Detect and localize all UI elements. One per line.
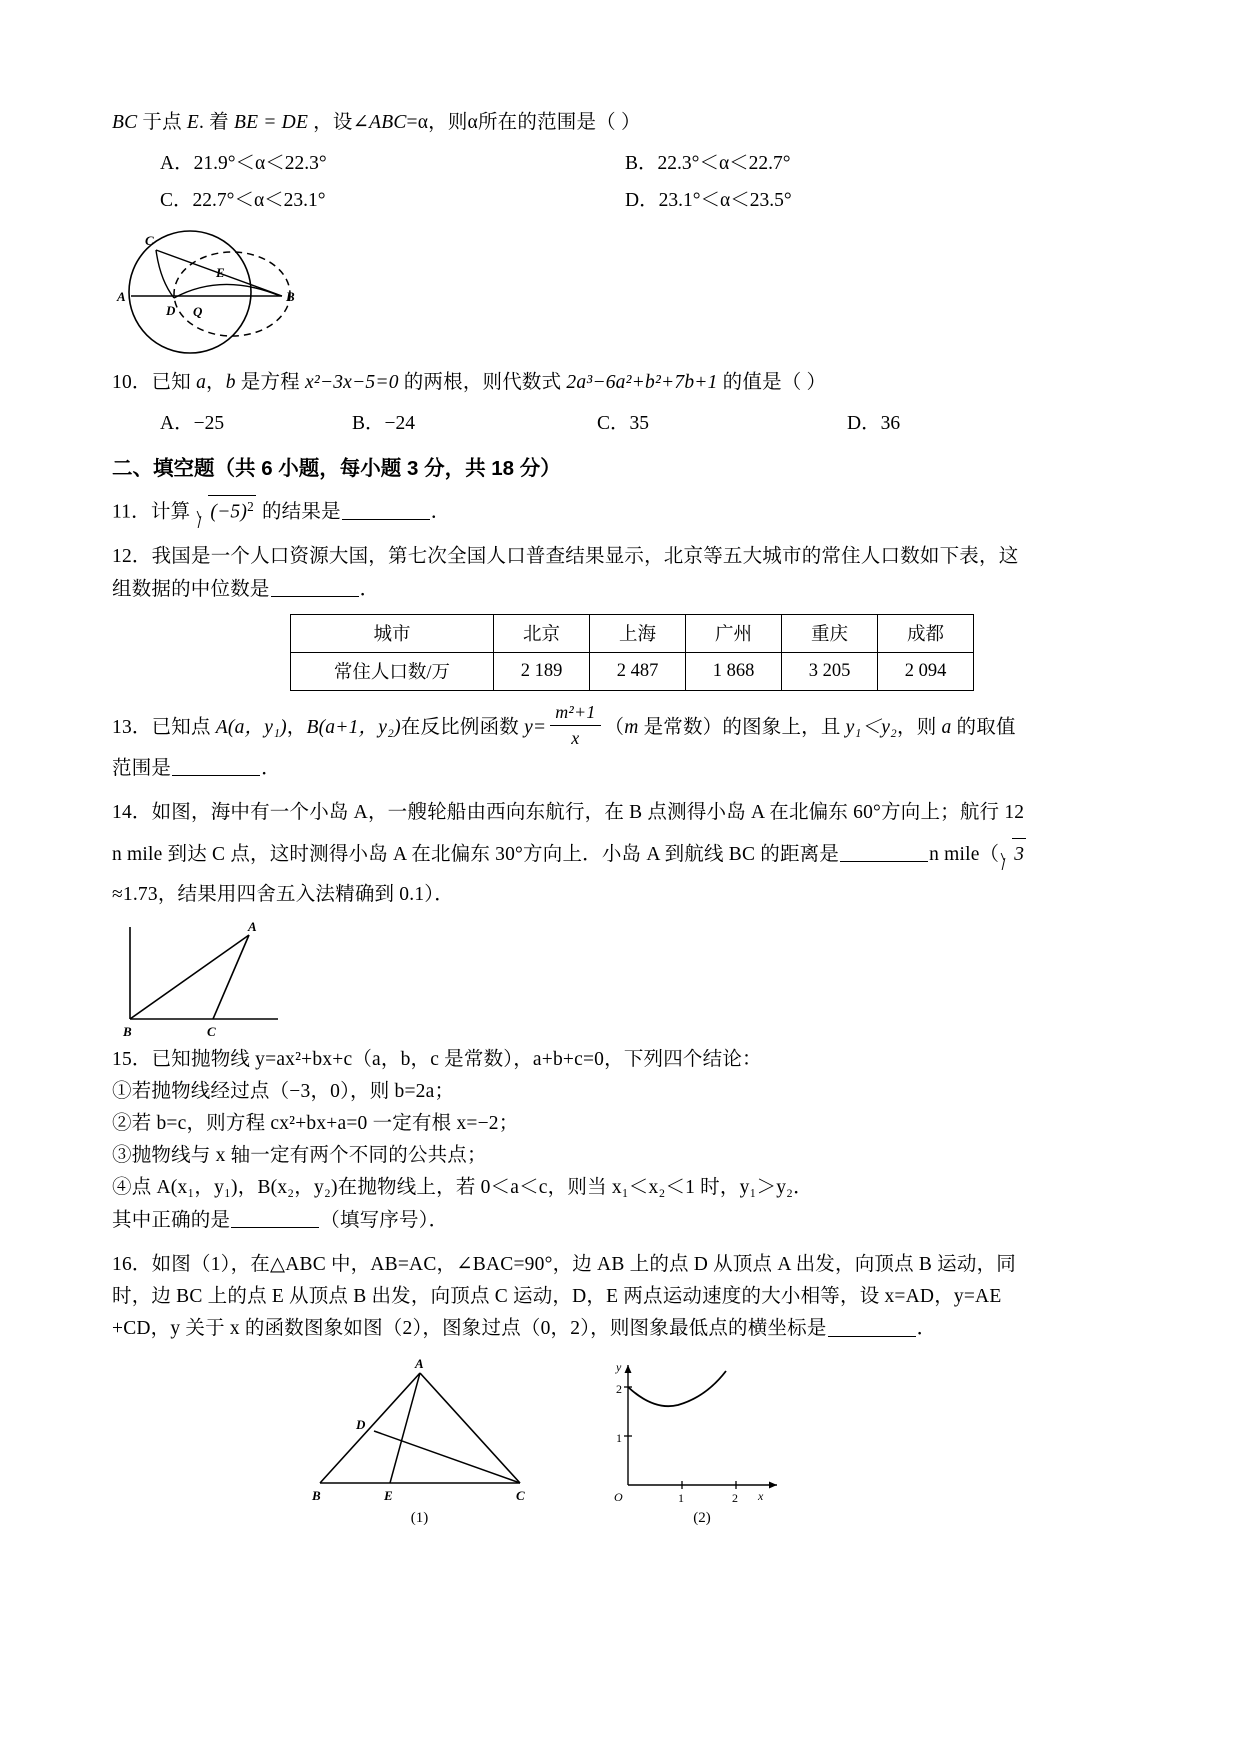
q9-option-d-key: D．	[625, 190, 659, 212]
table-header-city: 城市	[291, 614, 494, 652]
q9-seg-1: BC	[112, 112, 138, 133]
question-14-line-1	[112, 798, 1042, 828]
question-13-line-2	[112, 754, 1042, 784]
q14-line3: ≈1.73，结果用四舍五入法精确到 0.1）．	[112, 884, 454, 906]
q10-text-c: 是方程	[235, 372, 305, 394]
table-row-label: 常住人口数/万	[291, 652, 494, 690]
q16-origin-label: O	[614, 1489, 623, 1504]
q14-label-C: C	[207, 1023, 216, 1039]
q9-option-c-key: C．	[160, 190, 193, 212]
table-header-beijing: 北京	[494, 614, 590, 652]
page-content	[112, 108, 1042, 1527]
question-9-stem	[112, 108, 1042, 138]
question-10-stem	[112, 368, 1042, 398]
question-15-line-4: ③抛物线与 x 轴一定有两个不同的公共点；	[112, 1145, 487, 1167]
q15-line6-a: 其中正确的是	[112, 1209, 231, 1231]
q15-number: 15．	[112, 1048, 152, 1070]
q16-y-axis-label: y	[616, 1359, 622, 1374]
table-header-shanghai: 上海	[590, 614, 686, 652]
table-header-chongqing: 重庆	[782, 614, 878, 652]
table-row-header	[291, 614, 974, 652]
q13-frac-denominator: x	[571, 727, 580, 748]
q14-label-A: A	[248, 918, 257, 934]
question-16-line-3	[112, 1314, 1042, 1344]
table-cell-chengdu: 2 094	[878, 652, 974, 690]
q14-line2-b: n mile（	[929, 844, 1000, 866]
q9-option-c[interactable]	[112, 184, 577, 212]
question-13-line-1	[112, 702, 1042, 752]
q14-line1: 如图，海中有一个小岛 A，一艘轮船由西向东航行，在 B 点测得小岛 A 在北偏东 60°方向上；航行 12	[151, 801, 1025, 823]
q13-t5: 是常数）的图象上，且	[638, 716, 846, 738]
q9-seg-7: ABC	[369, 112, 407, 133]
q13-a-var: a	[941, 716, 952, 738]
question-15-line-2: ①若抛物线经过点（−3，0），则 b=2a；	[112, 1080, 455, 1102]
q9-option-b-text: 22.3°＜α＜22.7°	[657, 153, 791, 175]
question-16-figure-2	[602, 1355, 842, 1527]
q10-option-a-key: A．	[160, 413, 194, 435]
q10-text-a: 已知	[151, 372, 197, 394]
q9-label-A: A	[117, 289, 126, 305]
section-2-heading: 二、填空题（共 6 小题，每小题 3 分，共 18 分）	[112, 457, 561, 481]
q10-text-e: 的值是（ ）	[717, 372, 827, 394]
q10-option-a[interactable]	[112, 407, 352, 435]
q13-t4: （	[604, 716, 625, 738]
question-15-line-1	[112, 1045, 1042, 1075]
question-14-figure	[112, 917, 1042, 1045]
sqrt-icon-3	[1000, 838, 1026, 870]
q9-seg-6: ，设∠	[308, 112, 370, 133]
q13-t2: ，	[286, 716, 307, 738]
q10-expression: 2a³−6a²+b²+7b+1	[566, 372, 718, 394]
question-15-line-3: ②若 b=c，则方程 cx²+bx+a=0 一定有根 x=−2；	[112, 1112, 519, 1134]
question-12-line-1	[112, 542, 1042, 572]
q9-seg-8: =α，则α所在的范围是（ ）	[406, 112, 641, 133]
q11-text-a: 计算	[150, 502, 196, 524]
table-cell-guangzhou: 1 868	[686, 652, 782, 690]
table-row-data	[291, 652, 974, 690]
table-header-guangzhou: 广州	[686, 614, 782, 652]
q10-option-a-text: −25	[193, 413, 225, 435]
table-header-chengdu: 成都	[878, 614, 974, 652]
q10-option-d[interactable]	[847, 407, 1027, 435]
question-16-figures	[112, 1355, 1042, 1527]
q12-answer-blank[interactable]	[271, 577, 359, 597]
q13-frac-numerator: m²+1	[555, 702, 596, 723]
q13-point-b: B(a+1，y₂)	[306, 716, 401, 738]
q15-answer-blank[interactable]	[231, 1208, 319, 1228]
question-10-options	[112, 407, 1042, 435]
q9-option-a[interactable]	[112, 147, 577, 175]
q10-option-b-text: −24	[384, 413, 416, 435]
q16-x-tick-1: 1	[678, 1490, 684, 1505]
q16-label-D: D	[356, 1416, 366, 1432]
q11-radicand: (−5)	[210, 502, 248, 524]
q13-t6: ，则	[897, 716, 942, 738]
q9-label-Q: Q	[193, 304, 203, 320]
q9-option-a-key: A．	[160, 153, 194, 175]
q12-text-line1: 我国是一个人口资源大国，第七次全国人口普查结果显示，北京等五大城市的常住人口数如下表，这	[151, 546, 1019, 568]
q12-period: ．	[359, 578, 380, 600]
q16-number: 16．	[112, 1253, 152, 1275]
q10-option-b[interactable]	[352, 407, 597, 435]
question-15-line-5: ④点 A(x₁，y₁)，B(x₂，y₂)在抛物线上，若 0＜a＜c，则当 x₁＜x₂＜1 时，y₁＞y₂．	[112, 1177, 813, 1199]
q13-point-a: A(a，y₁)	[215, 716, 287, 738]
q10-option-b-key: B．	[352, 413, 385, 435]
q11-period: ．	[430, 502, 451, 524]
q16-answer-blank[interactable]	[828, 1317, 916, 1337]
q13-answer-blank[interactable]	[172, 756, 260, 776]
q13-inequality: y₁＜y₂	[845, 716, 898, 738]
q9-seg-4: . 着	[199, 112, 234, 133]
population-table	[290, 614, 974, 691]
triangle-diagram-svg	[112, 917, 392, 1045]
question-16-line-2: 时，边 BC 上的点 E 从顶点 B 出发，向顶点 C 运动，D，E 两点运动速度的大小相等，设 x=AD，y=AE	[112, 1286, 1002, 1308]
q16-x-axis-label: x	[758, 1488, 764, 1503]
q16-period: ．	[916, 1318, 937, 1340]
q9-seg-3: E	[186, 112, 200, 133]
q13-t1: 已知点	[151, 716, 216, 738]
q9-option-a-text: 21.9°＜α＜22.3°	[193, 153, 327, 175]
circle-diagram-svg	[112, 220, 342, 368]
q13-number: 13．	[112, 716, 152, 738]
q14-number: 14．	[112, 801, 152, 823]
q10-option-c[interactable]	[597, 407, 847, 435]
q10-option-c-key: C．	[597, 413, 630, 435]
q15-line6-b: （填写序号）．	[320, 1209, 449, 1231]
question-15-line-6	[112, 1206, 1042, 1236]
q9-seg-2: 于点	[137, 112, 187, 133]
q9-option-c-text: 22.7°＜α＜23.1°	[192, 190, 326, 212]
q9-option-d[interactable]	[577, 184, 1042, 212]
q16-label-E: E	[384, 1487, 393, 1503]
q12-number: 12．	[112, 546, 152, 568]
q15-line1: 已知抛物线 y=ax²+bx+c（a，b，c 是常数），a+b+c=0，下列四个结论：	[151, 1048, 762, 1070]
q10-text-d: 的两根，则代数式	[398, 372, 567, 394]
q14-label-B: B	[123, 1023, 132, 1039]
q9-label-E: E	[216, 265, 225, 281]
q13-t3: 在反比例函数	[400, 716, 525, 738]
q13-y-eq: y=	[524, 716, 547, 738]
q10-number: 10．	[112, 372, 152, 394]
q10-option-d-key: D．	[847, 413, 881, 435]
question-11-stem	[112, 495, 1042, 528]
question-9-figure	[112, 220, 1042, 368]
q11-radicand-exponent: 2	[247, 499, 254, 515]
q9-option-b-key: B．	[625, 153, 658, 175]
q16-x-tick-2: 2	[732, 1490, 738, 1505]
q16-label-C: C	[516, 1487, 525, 1503]
q9-seg-5: BE = DE	[233, 112, 309, 133]
q16-fig1-caption: (1)	[410, 1509, 429, 1526]
q13-fraction	[550, 702, 600, 749]
q9-label-B: B	[286, 289, 295, 305]
q10-var-b: b	[225, 372, 236, 394]
question-16-line-1	[112, 1250, 1042, 1280]
q11-text-b: 的结果是	[256, 502, 341, 524]
q16-label-A: A	[415, 1355, 424, 1371]
q9-option-b[interactable]	[577, 147, 1042, 175]
table-cell-shanghai: 2 487	[590, 652, 686, 690]
q9-label-C: C	[145, 233, 154, 249]
q13-line2-text: 范围是	[112, 757, 172, 779]
q16-label-B: B	[312, 1487, 321, 1503]
table-cell-chongqing: 3 205	[782, 652, 878, 690]
coordinate-graph-svg	[602, 1355, 802, 1505]
triangle-abc-svg	[302, 1355, 562, 1505]
q13-t7: 的取值	[951, 716, 1016, 738]
question-9-options-row-2	[112, 184, 1042, 212]
q10-var-a: a	[196, 372, 207, 394]
q10-text-b: ，	[206, 372, 226, 394]
q14-line2-a: n mile 到达 C 点，这时测得小岛 A 在北偏东 30°方向上．小岛 A 到航线 BC 的距离是	[112, 844, 840, 866]
q12-text-line2: 组数据的中位数是	[112, 578, 270, 600]
question-14-line-2	[112, 838, 1042, 870]
q14-answer-blank[interactable]	[840, 843, 928, 863]
q13-period: ．	[261, 757, 281, 779]
q11-number: 11．	[112, 502, 151, 524]
question-9-options-row-1	[112, 147, 1042, 175]
q16-y-tick-1: 1	[616, 1430, 622, 1445]
q16-fig2-caption: (2)	[693, 1509, 711, 1526]
q14-sqrt-radicand: 3	[1014, 844, 1025, 866]
q16-line1: 如图（1），在△ABC 中，AB=AC，∠BAC=90°，边 AB 上的点 D 从顶点 A 出发，向顶点 B 运动，同	[151, 1253, 1016, 1275]
q10-option-d-text: 36	[880, 413, 901, 435]
sqrt-icon	[196, 495, 256, 528]
table-cell-beijing: 2 189	[494, 652, 590, 690]
q13-m-var: m	[624, 716, 639, 738]
question-12-line-2	[112, 575, 1042, 605]
q16-line3-a: +CD，y 关于 x 的函数图象如图（2），图象过点（0，2），则图象最低点的横坐标是	[112, 1318, 827, 1340]
q10-option-c-text: 35	[629, 413, 650, 435]
q9-option-d-text: 23.1°＜α＜23.5°	[658, 190, 792, 212]
q9-label-D: D	[166, 303, 176, 319]
question-16-figure-1	[302, 1355, 602, 1527]
q16-y-tick-2: 2	[616, 1381, 622, 1396]
q10-equation: x²−3x−5=0	[304, 372, 399, 394]
q11-answer-blank[interactable]	[342, 501, 430, 521]
question-14-line-3	[112, 880, 1042, 910]
